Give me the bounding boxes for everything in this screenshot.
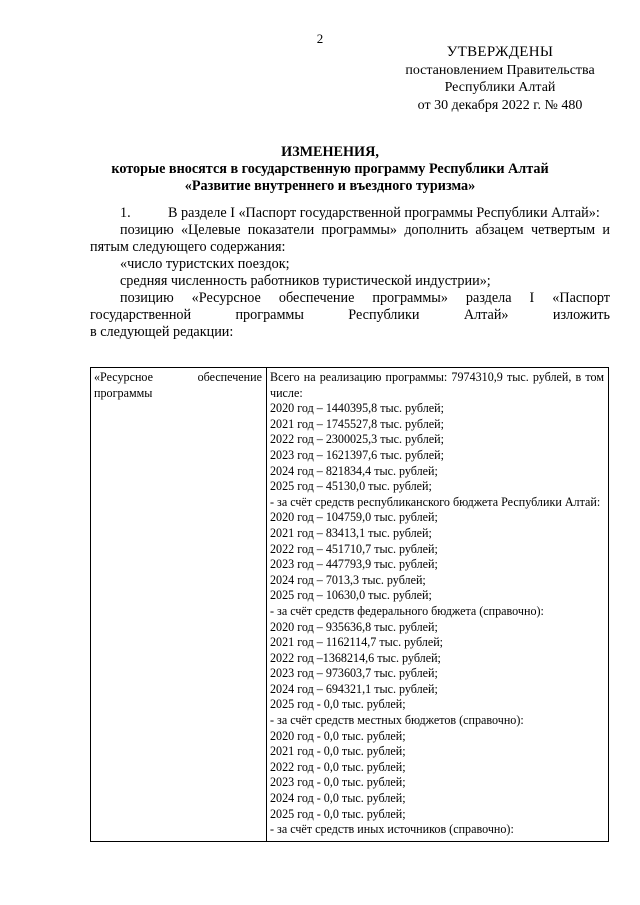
item-text: В разделе I «Паспорт государственной программы Республики Алтай»: <box>168 205 600 221</box>
table-value-cell <box>267 368 609 842</box>
paragraph: «число туристских поездок; <box>120 256 290 272</box>
paragraph: позицию «Ресурсное обеспечение программы» раздела I «Паспорт <box>120 290 610 306</box>
value-line: 2024 год – 694321,1 тыс. рублей; <box>270 681 438 696</box>
value-line: 2022 год – 451710,7 тыс. рублей; <box>270 541 438 556</box>
approval-title: УТВЕРЖДЕНЫ <box>446 44 554 60</box>
heading-title: ИЗМЕНЕНИЯ, <box>281 144 379 160</box>
table-label-cell <box>91 368 267 842</box>
label-line <box>94 370 262 386</box>
paragraph: средняя численность работников туристической индустрии»; <box>120 273 491 289</box>
value-line: 2025 год - 0,0 тыс. рублей; <box>270 697 406 712</box>
table-row <box>91 368 609 842</box>
value-line: 2023 год - 0,0 тыс. рублей; <box>270 775 406 790</box>
page-number: 2 <box>316 31 324 46</box>
item-number: 1. <box>120 205 131 221</box>
value-line: 2023 год – 447793,9 тыс. рублей; <box>270 557 438 572</box>
value-line: - за счёт средств иных источников (справочно): <box>270 822 514 837</box>
word: программы <box>235 307 304 323</box>
heading-subtitle-line: которые вносятся в государственную программу Республики Алтай <box>111 161 549 177</box>
approval-line: от 30 декабря 2022 г. № 480 <box>417 97 583 113</box>
value-line: Всего на реализацию программы: 7974310,9 тыс. рублей, в том числе: <box>270 370 604 400</box>
value-line: 2023 год – 973603,7 тыс. рублей; <box>270 666 438 681</box>
value-lines <box>270 401 604 838</box>
word: изложить <box>552 307 610 323</box>
resource-table <box>90 367 609 842</box>
paragraph-justified-line <box>90 307 610 324</box>
word: Республики <box>348 307 420 323</box>
paragraph: в следующей редакции: <box>90 324 234 340</box>
document-heading <box>60 144 600 195</box>
approval-line: Республики Алтай <box>444 80 556 95</box>
word: Алтай» <box>463 307 509 323</box>
value-line: 2021 год – 1162114,7 тыс. рублей; <box>270 635 444 650</box>
value-line: 2022 год – 2300025,3 тыс. рублей; <box>270 432 444 447</box>
value-line: 2020 год - 0,0 тыс. рублей; <box>270 728 406 743</box>
value-line: 2022 год - 0,0 тыс. рублей; <box>270 759 406 774</box>
value-line: 2024 год – 821834,4 тыс. рублей; <box>270 463 438 478</box>
document-body <box>90 205 610 341</box>
heading-program-name: «Развитие внутреннего и въездного туризма» <box>184 178 476 194</box>
value-line: 2025 год – 10630,0 тыс. рублей; <box>270 588 432 603</box>
label-word: «Ресурсное <box>94 370 153 384</box>
label-word: программы <box>94 385 153 400</box>
value-line: 2024 год – 7013,3 тыс. рублей; <box>270 572 426 587</box>
approval-block <box>380 44 620 114</box>
label-word: обеспечение <box>197 370 262 384</box>
value-line: 2023 год – 1621397,6 тыс. рублей; <box>270 447 444 462</box>
value-line: - за счёт средств федерального бюджета (справочно): <box>270 603 544 618</box>
value-line: 2021 год - 0,0 тыс. рублей; <box>270 744 406 759</box>
value-line: - за счёт средств республиканского бюджета Республики Алтай: <box>270 494 601 509</box>
value-line: 2021 год – 83413,1 тыс. рублей; <box>270 525 432 540</box>
value-line: 2024 год - 0,0 тыс. рублей; <box>270 791 406 806</box>
value-line: 2020 год – 1440395,8 тыс. рублей; <box>270 401 444 416</box>
value-line: 2021 год – 1745527,8 тыс. рублей; <box>270 416 444 431</box>
word: государственной <box>90 307 192 323</box>
value-line: 2022 год –1368214,6 тыс. рублей; <box>270 650 441 665</box>
value-line: 2020 год – 935636,8 тыс. рублей; <box>270 619 438 634</box>
approval-line: постановлением Правительства <box>405 62 595 78</box>
item-paragraph <box>90 205 610 222</box>
value-line: 2020 год – 104759,0 тыс. рублей; <box>270 510 438 525</box>
value-line: 2025 год - 0,0 тыс. рублей; <box>270 806 406 821</box>
paragraph: позицию «Целевые показатели программы» дополнить абзацем четвертым и пятым следующего содержания: <box>90 222 610 255</box>
value-line: - за счёт средств местных бюджетов (справочно): <box>270 713 524 728</box>
value-line: 2025 год – 45130,0 тыс. рублей; <box>270 479 432 494</box>
